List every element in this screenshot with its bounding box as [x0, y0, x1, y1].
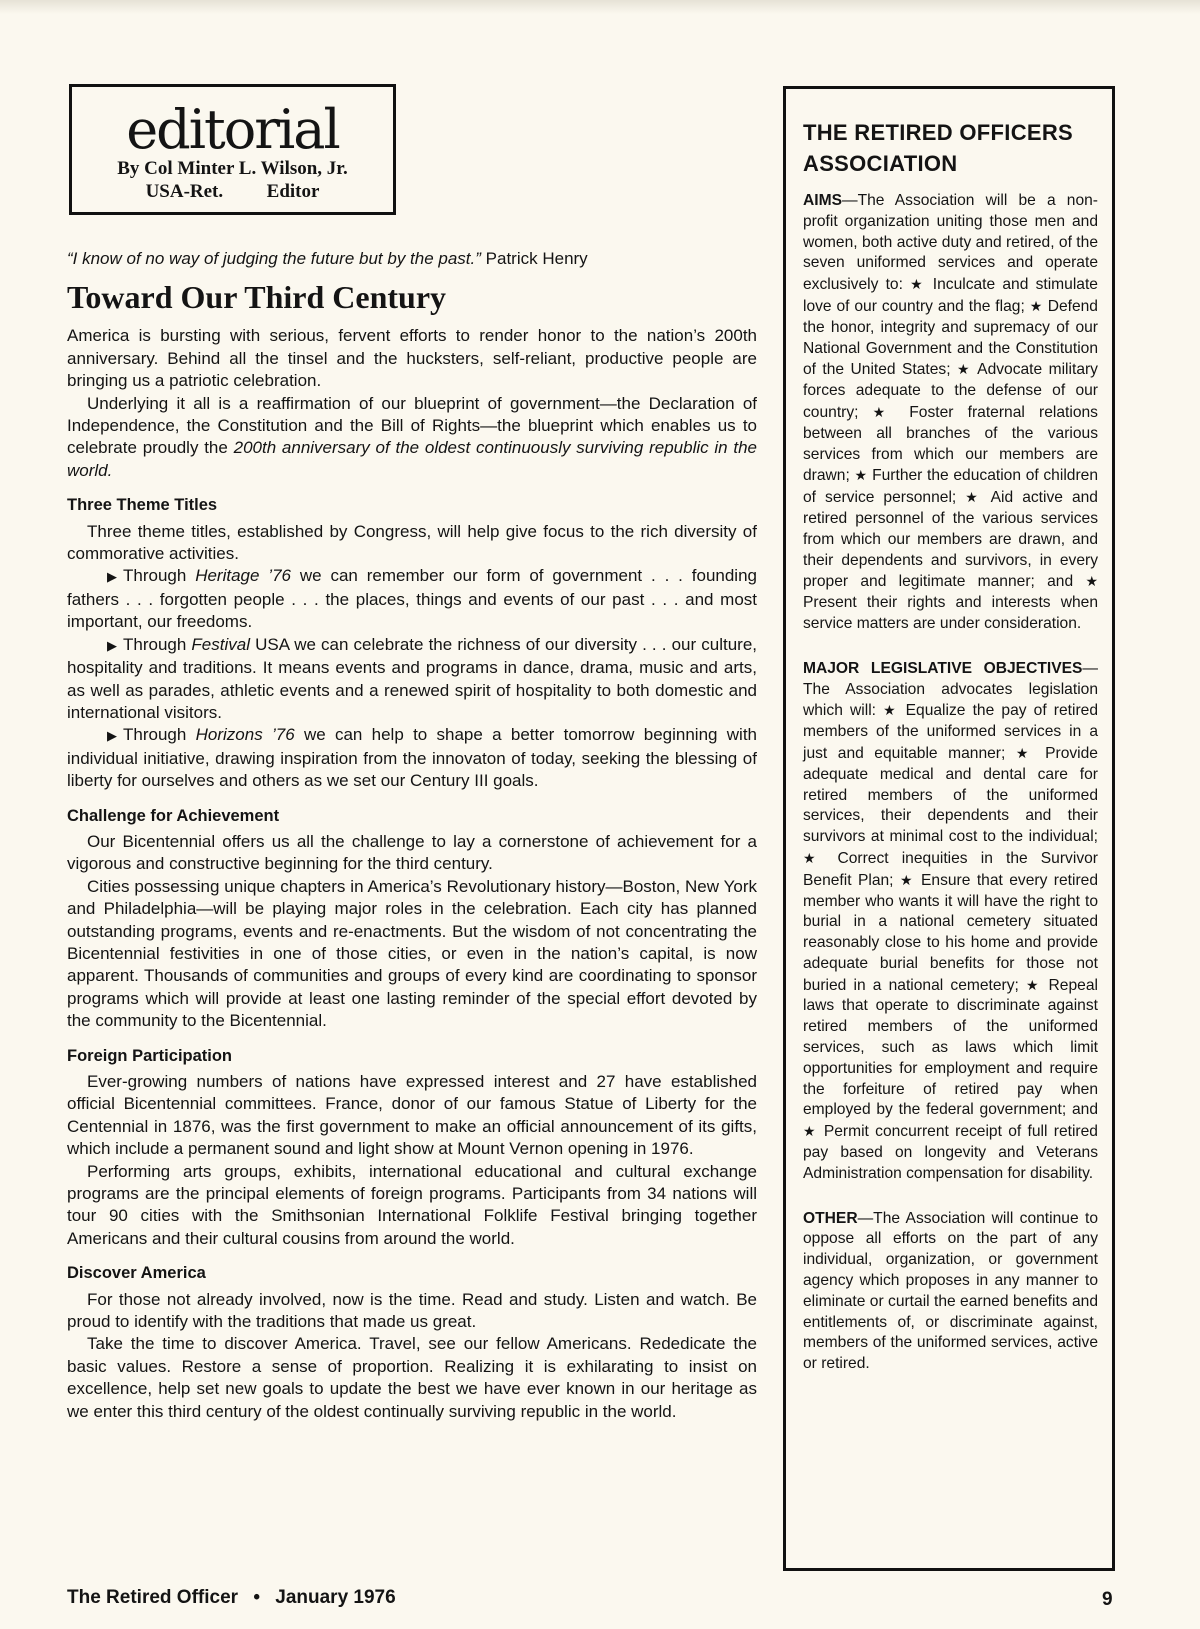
epigraph-text: “I know of no way of judging the future but by the past.” [67, 249, 481, 268]
section-paragraph: Three theme titles, established by Congress, will help give focus to the rich diversity of commorative activities. [67, 521, 757, 564]
byline-author: By Col Minter L. Wilson, Jr. [117, 158, 348, 179]
aims-item: Defend the honor, integrity and supremacy of our National Government and the Constitution of the United States; [803, 297, 1098, 379]
star-icon: ★ [956, 361, 972, 378]
triangle-bullet-icon: ▶ [107, 569, 117, 585]
bullet-lead: Through [123, 634, 192, 654]
bullet-lead: Through [123, 566, 196, 586]
star-icon: ★ [1029, 297, 1043, 314]
article-title: Toward Our Third Century [67, 279, 447, 316]
section-heading: Challenge for Achievement [67, 806, 280, 825]
legislative-item: Permit concurrent receipt of full retired pay based on longevity and Veterans Administration compensation for disability. [803, 1123, 1098, 1182]
association-sidebar [783, 86, 1115, 1571]
aims-item: Further the education of children of service personnel; [803, 467, 1098, 507]
star-icon: ★ [872, 403, 896, 420]
footer-separator: • [253, 1587, 260, 1608]
legislative-intro: —The Association advocates legislation which will: [803, 659, 1098, 720]
section-paragraph: Our Bicentennial offers us all the challenge to lay a cornerstone of achievement for a vigorous and constructive beginning for the third century. [67, 831, 757, 874]
issue-date: January 1976 [275, 1587, 396, 1608]
star-icon: ★ [883, 702, 899, 719]
star-icon: ★ [1015, 744, 1035, 761]
star-icon: ★ [965, 489, 983, 506]
intro-paragraph: America is bursting with serious, fervent efforts to render honor to the nation’s 200th anniversary. Behind all the tinsel and the hucksters, self-reliant, productive people are bringing us a patriotic celebration. [67, 326, 757, 391]
aims-item: Foster fraternal relations between all branches of the various services from which our members are drawn; [803, 403, 1098, 485]
star-icon: ★ [803, 1123, 818, 1140]
legislative-objectives-paragraph [803, 659, 1098, 1185]
sidebar-title: THE RETIRED OFFICERS ASSOCIATION [803, 120, 1074, 176]
triangle-bullet-icon: ▶ [107, 728, 117, 744]
other-label: OTHER [803, 1209, 858, 1227]
footer-publication [67, 1587, 396, 1609]
star-icon: ★ [910, 276, 926, 293]
legislative-label: MAJOR LEGISLATIVE OBJECTIVES [803, 659, 1083, 677]
article-column [67, 248, 757, 1423]
section-paragraph: Performing arts groups, exhibits, international educational and cultural exchange programs are the principal elements of foreign programs. Participants from 34 nations will tour 90 cities with the Smithsonian International Folklife Festival bringing together Americans and their cultural cousins from around the world. [67, 1161, 757, 1248]
theme-bullet [67, 634, 757, 725]
page-number: 9 [1102, 1589, 1113, 1610]
section-paragraph: Take the time to discover America. Travel, see our fellow Americans. Rededicate the basic values. Restore a sense of proportion. Realizing it is exhilarating to insist on excellence, help set new goals to update the best we have ever known in our heritage as we enter this third century of the oldest continually surviving republic in the world. [67, 1334, 757, 1421]
byline-credentials [72, 180, 393, 203]
section-heading: Foreign Participation [67, 1046, 233, 1065]
intro-italic: 200th anniversary of the oldest continuously surviving republic in the world. [67, 438, 758, 480]
byline-rank: USA-Ret. [145, 181, 224, 202]
legislative-item: Equalize the pay of retired members of the uniformed services in a just and equitable manner; [803, 702, 1099, 762]
aims-item: Present their rights and interests when service matters are under consideration. [803, 594, 1098, 632]
epigraph-author: Patrick Henry [485, 249, 588, 268]
intro-text: Underlying it all is a reaffirmation of our blueprint of government—the Declaration of Independence, the Constitution and the Bill of Rights—the blueprint which enables us to celebrate proudly the [67, 393, 757, 458]
star-icon: ★ [899, 871, 915, 888]
bullet-text: USA we can celebrate the richness of our diversity . . . our culture, hospitality and traditions. It means events and programs in dance, drama, music and arts, as well as parades, athletic events and a renewed spirit of hospitality to both domestic and international visitors. [67, 634, 757, 722]
aims-item: Inculcate and stimulate love of our country and the flag; [803, 276, 1098, 315]
aims-item: Aid active and retired personnel of the various services from which our members are drawn, and their dependents and survivors, in every proper and legitimate manner; and [803, 489, 1098, 591]
masthead-title: editorial [126, 98, 339, 161]
legislative-item: Provide adequate medical and dental care for retired members of the uniformed services, their dependents and their survivors at minimal cost to the individual; [803, 744, 1098, 846]
section-paragraph: For those not already involved, now is the time. Read and study. Listen and watch. Be proud to identify with the traditions that made us great. [67, 1289, 757, 1332]
bullet-theme-name: Heritage ’76 [195, 566, 291, 586]
aims-intro: —The Association will be a non-profit organization uniting those men and women, both active duty and retired, of the seven uniformed services and operate exclusively to: [803, 192, 1098, 294]
bullet-theme-name: Festival [191, 634, 250, 654]
epigraph [67, 248, 757, 270]
other-paragraph [803, 1209, 1098, 1375]
scan-edge-shadow [0, 0, 1200, 14]
publication-name: The Retired Officer [67, 1587, 239, 1608]
intro-paragraph [67, 393, 757, 483]
section-heading: Three Theme Titles [67, 496, 218, 515]
section-paragraph: Cities possessing unique chapters in America’s Revolutionary history—Boston, New York and Philadelphia—will be playing major roles in the celebration. Each city has planned outstanding programs, events and re-enactments. But the wisdom of not concentrating the Bicentennial festivities in one of those cities, or even in the nation’s capital, is now apparent. Thousands of communities and groups of every kind are coordinating to sponsor programs which will provide at least one lasting reminder of the special effort devoted by the community to the Bicentennial. [67, 876, 757, 1031]
legislative-item: Repeal laws that operate to discriminate against retired members of the uniformed services, such as laws which limit opportunities for employment and require the forfeiture of retired pay when employed by the federal government; and [803, 976, 1098, 1119]
editorial-masthead [69, 84, 396, 215]
bullet-lead: Through [123, 725, 196, 745]
section-paragraph: Ever-growing numbers of nations have expressed interest and 27 have established official Bicentennial committees. France, donor of our famous Statue of Liberty for the Centennial in 1876, was the first government to make an official announcement of its gifts, which include a permanent sound and light show at Mount Vernon opening in 1976. [67, 1072, 757, 1159]
byline-role: Editor [266, 181, 320, 202]
legislative-item: Correct inequities in the Survivor Benefit Plan; [803, 849, 1098, 889]
aims-paragraph [803, 191, 1098, 635]
theme-bullet [67, 724, 757, 792]
aims-item: Advocate military forces adequate to the defense of our country; [803, 361, 1098, 421]
star-icon: ★ [803, 849, 825, 866]
bullet-theme-name: Horizons ’76 [195, 725, 295, 745]
star-icon: ★ [1026, 976, 1042, 993]
star-icon: ★ [854, 467, 868, 484]
bullet-text: we can help to shape a better tomorrow beginning with individual initiative, drawing inspiration from the innovaton of today, seeking the blessing of liberty for ourselves and others as we set our Century III goals. [67, 725, 757, 791]
triangle-bullet-icon: ▶ [107, 637, 117, 653]
bullet-text: we can remember our form of government . . . founding fathers . . . forgotten people . . . the places, things and events of our past . . . and most important, our freedoms. [67, 566, 757, 632]
section-heading: Discover America [67, 1264, 206, 1283]
article-body [67, 325, 757, 1423]
other-text: —The Association will continue to oppose all efforts on the part of any individual, organization, or government agency which proposes in any manner to eliminate or curtail the earned benefits and entitlements of, or discriminate against, members of the uniformed services, active or retired. [803, 1209, 1098, 1373]
star-icon: ★ [1085, 573, 1098, 590]
aims-label: AIMS [803, 192, 842, 209]
legislative-item: Ensure that every retired member who wants it will have the right to burial in a national cemetery situated reasonably close to his home and provide adequate burial benefits for those not buried in a national cemetery; [803, 871, 1098, 994]
theme-bullet [67, 565, 757, 633]
